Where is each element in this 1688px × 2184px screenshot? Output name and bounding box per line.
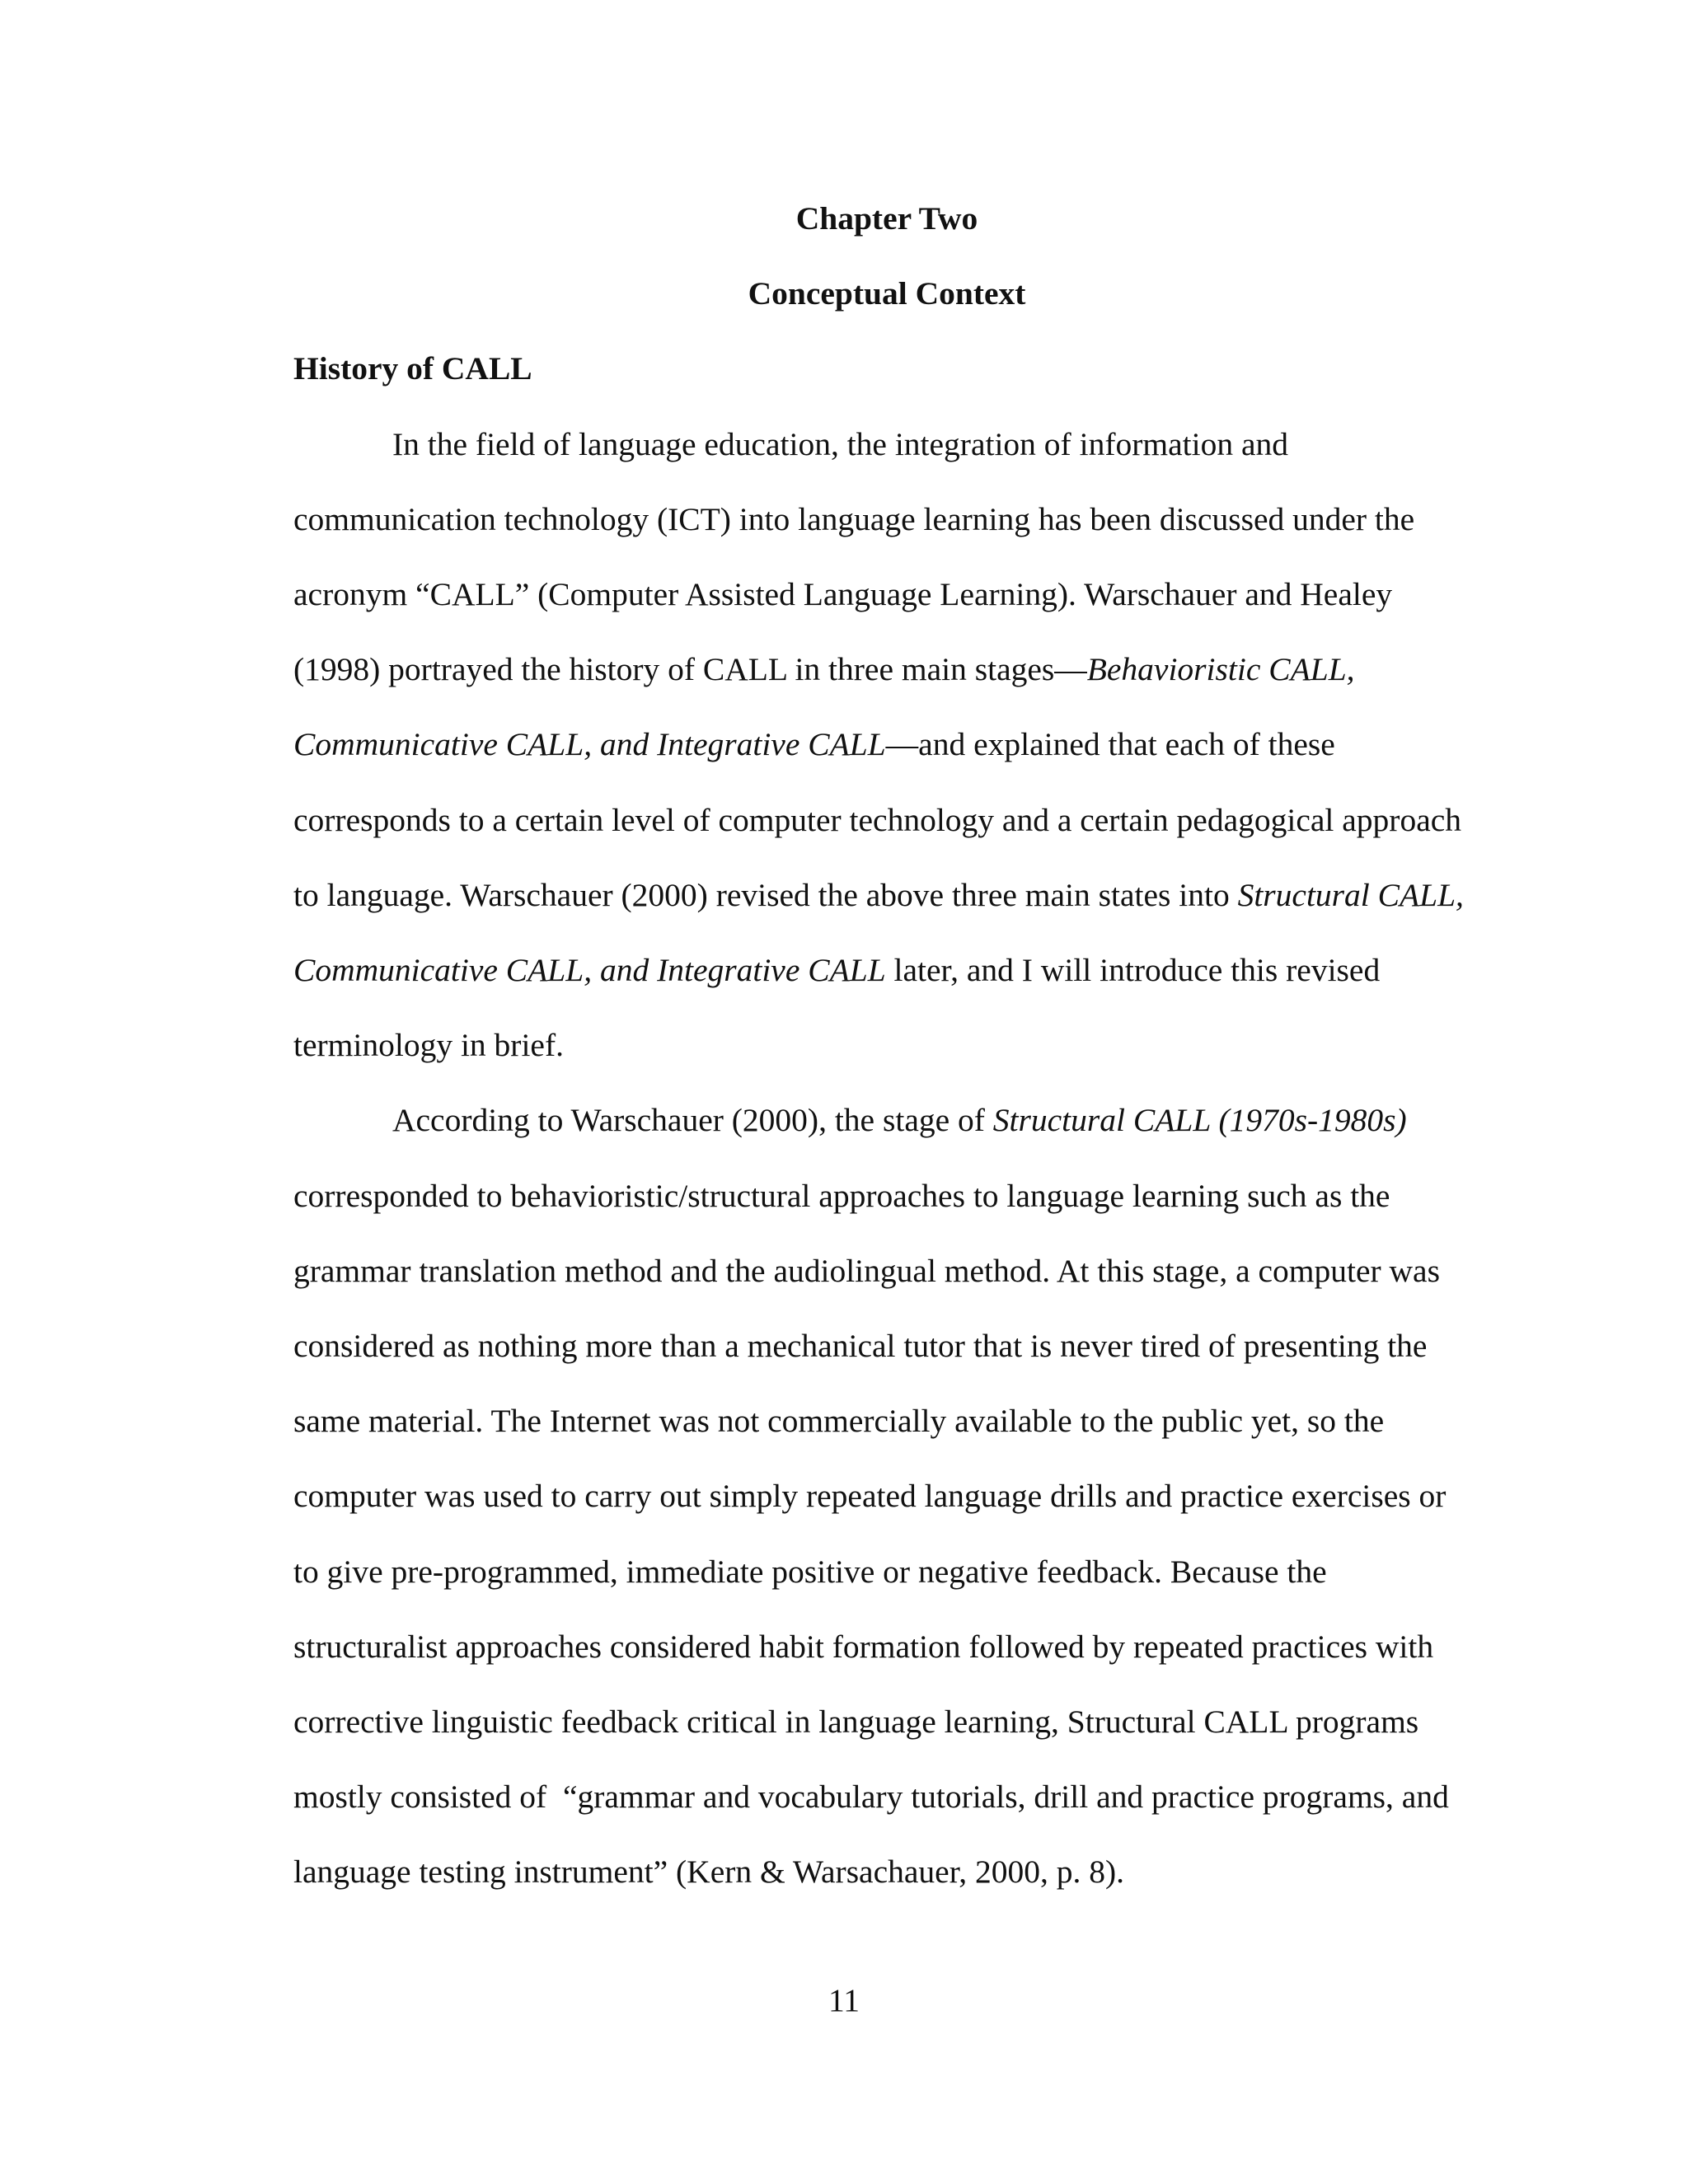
paragraph-1-line-2: communication technology (ICT) into language learning has been discussed under the bbox=[293, 500, 1415, 537]
chapter-title: Chapter Two bbox=[795, 200, 978, 237]
paragraph-2-line-6: computer was used to carry out simply repeated language drills and practice exercises or bbox=[293, 1478, 1447, 1515]
paragraph-2-line-10: mostly consisted of “grammar and vocabulary tutorials, drill and practice programs, and bbox=[293, 1779, 1449, 1816]
paragraph-2-line-3: grammar translation method and the audiolingual method. At this stage, a computer was bbox=[293, 1252, 1440, 1289]
paragraph-1-line-5 bbox=[293, 707, 1480, 782]
chapter-subtitle: Conceptual Context bbox=[748, 275, 1026, 312]
paragraph-1 bbox=[293, 407, 1480, 1084]
paragraph-2-line-5: same material. The Internet was not commercially available to the public yet, so the bbox=[293, 1403, 1385, 1440]
section-heading: History of CALL bbox=[293, 350, 532, 387]
paragraph-2-line-9: corrective linguistic feedback critical in language learning, Structural CALL programs bbox=[293, 1704, 1419, 1741]
paragraph-1-line-4-italic: Behavioristic CALL, bbox=[1086, 651, 1355, 688]
paragraph-2-line-11: language testing instrument” (Kern & Warsachauer, 2000, p. 8). bbox=[293, 1854, 1125, 1891]
paragraph-2-line-7: to give pre-programmed, immediate positive or negative feedback. Because the bbox=[293, 1553, 1327, 1590]
paragraph-1-line-5-italic: Communicative CALL, and Integrative CALL bbox=[293, 726, 886, 763]
paragraph-1-line-5-text: —and explained that each of these bbox=[885, 726, 1335, 763]
paragraph-1-line-4 bbox=[293, 632, 1480, 707]
page-number: 11 bbox=[828, 1982, 860, 2018]
paragraph-1-line-4-text: (1998) portrayed the history of CALL in three main stages— bbox=[293, 651, 1087, 688]
paragraph-1-line-8-italic: Communicative CALL, and Integrative CALL bbox=[293, 952, 886, 989]
paragraph-2-line-1-italic: Structural CALL (1970s-1980s) bbox=[992, 1102, 1407, 1139]
paragraph-1-line-8-text: later, and I will introduce this revised bbox=[885, 952, 1381, 989]
paragraph-2-line-1-text: According to Warschauer (2000), the stage of bbox=[392, 1102, 993, 1139]
paragraph-1-line-7-text: to language. Warschauer (2000) revised the above three main states into bbox=[293, 876, 1238, 913]
paragraph-1-line-8 bbox=[293, 933, 1480, 1008]
paragraph-2-line-1 bbox=[293, 1083, 1480, 1158]
paragraph-1-line-7-italic: Structural CALL, bbox=[1237, 876, 1464, 913]
paragraph-2-line-8: structuralist approaches considered habit formation followed by repeated practices with bbox=[293, 1628, 1434, 1665]
paragraph-1-line-9: terminology in brief. bbox=[293, 1027, 564, 1064]
page-content bbox=[293, 181, 1480, 1910]
paragraph-1-line-7 bbox=[293, 858, 1480, 933]
paragraph-1-line-6: corresponds to a certain level of computer technology and a certain pedagogical approach bbox=[293, 801, 1462, 838]
paragraph-2-line-2: corresponded to behavioristic/structural approaches to language learning such as the bbox=[293, 1177, 1390, 1214]
paragraph-1-line-3: acronym “CALL” (Computer Assisted Language Learning). Warschauer and Healey bbox=[293, 576, 1393, 613]
paragraph-1-line-1: In the field of language education, the integration of information and bbox=[392, 425, 1288, 462]
paragraph-2-line-4: considered as nothing more than a mechanical tutor that is never tired of presenting the bbox=[293, 1328, 1428, 1365]
paragraph-2 bbox=[293, 1083, 1480, 1910]
